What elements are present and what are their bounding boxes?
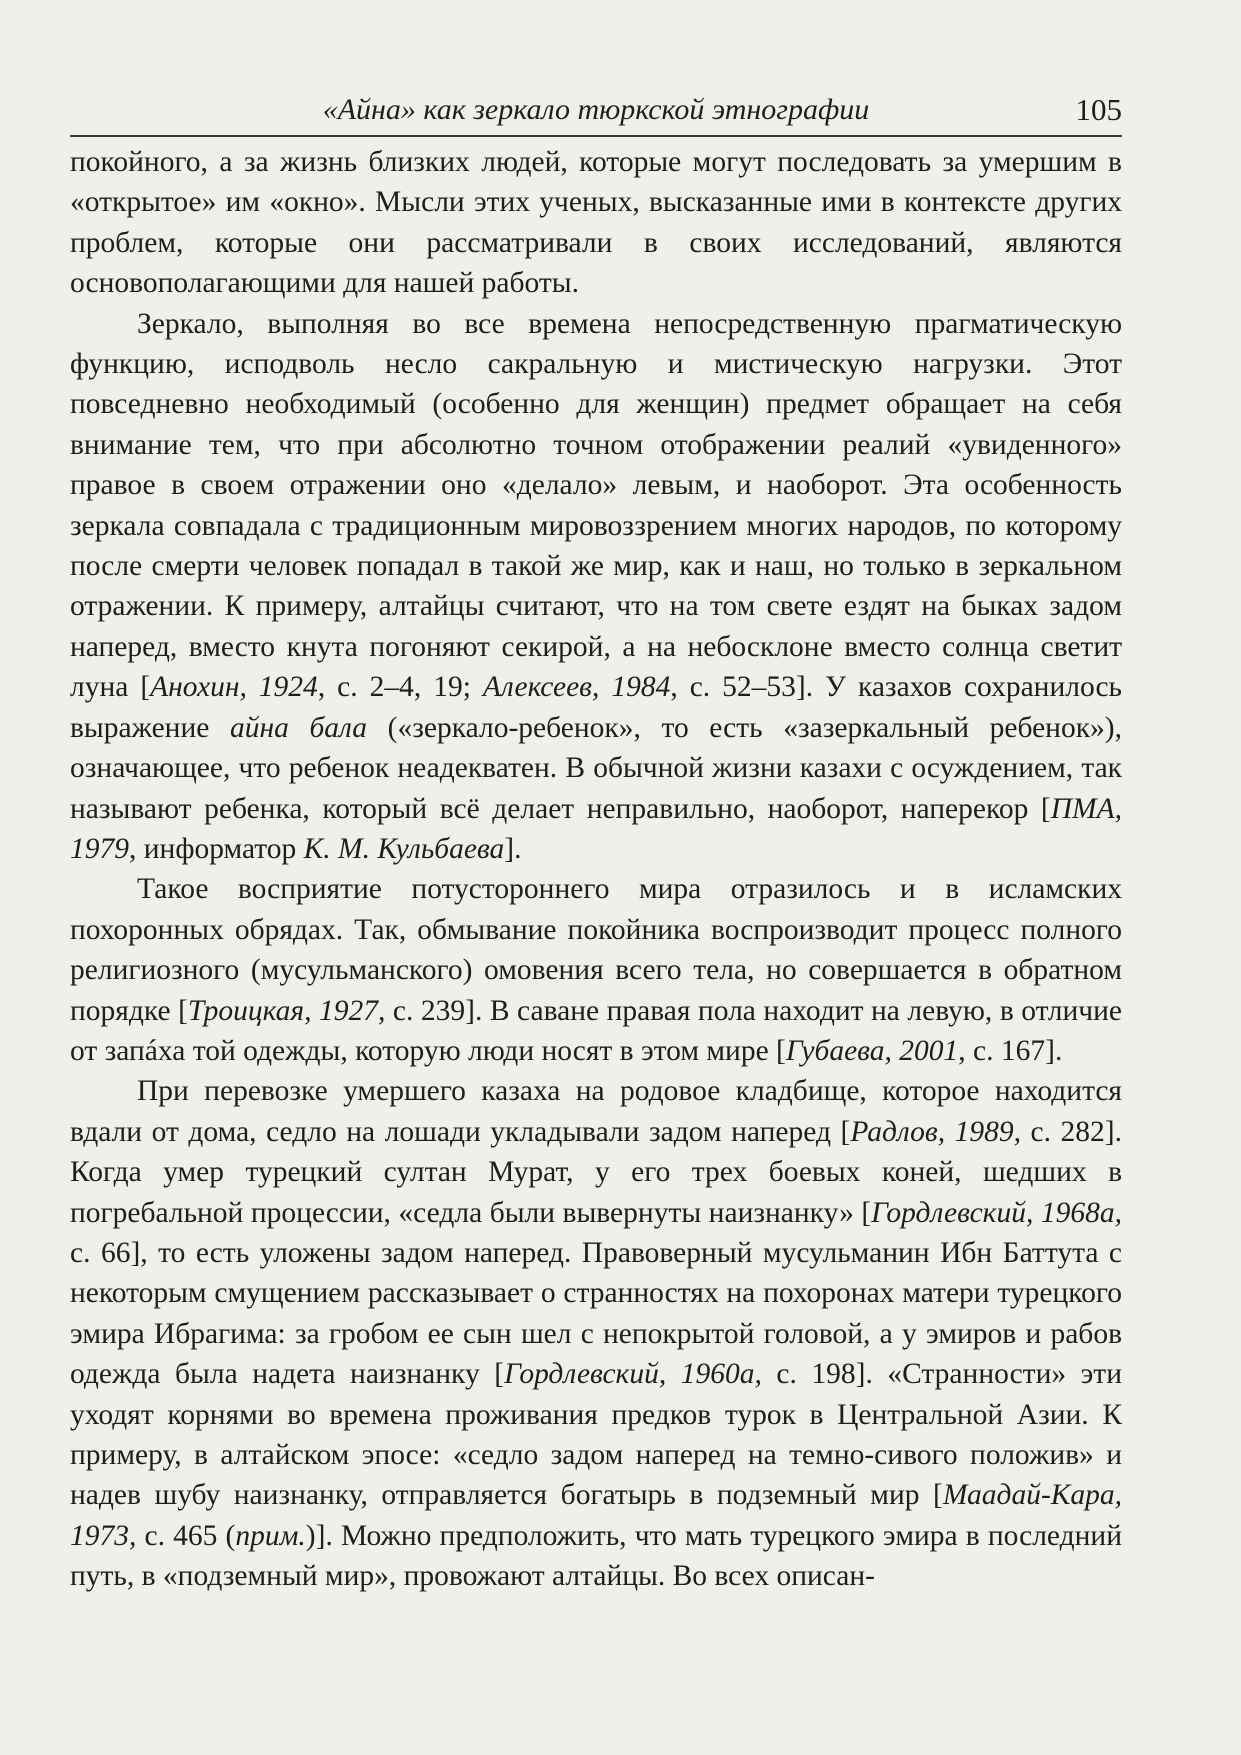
paragraph-4 (70, 1071, 1122, 1596)
body-text-run: )]. Можно предположить, что мать турецкого эмира в последний путь, в «подземный мир», провожают алтайцы. Во всех описан- (70, 1519, 1122, 1593)
citation-text: прим. (235, 1519, 306, 1552)
citation-text: Алексеев, 1984 (482, 671, 671, 704)
body-text-run: с. 66], то есть уложены задом наперед. Правоверный мусульманин Ибн Баттута с некоторым смущением рассказывает о странностях на похоронах матери турецкого эмира Ибрагима: за гробом ее сын шел с непокрытой головой, а у эмиров и рабов одежда была надета наизнанку [ (70, 1236, 1122, 1391)
body-text-run: с. 465 ( (136, 1519, 236, 1552)
body-text-run: с. 282]. Когда умер турецкий султан Мурат, у его трех боевых коней, шедших в погребальной процессии, «седла были вывернуты наизнанку» [ (70, 1115, 1122, 1229)
body-text-run: , информатор (129, 832, 304, 865)
citation-text: айна бала (229, 711, 368, 744)
citation-text: Губаева, 2001 (785, 1034, 959, 1067)
body-text-run: Зеркало, выполняя во все времена непосредственную прагматическую функцию, исподволь несло сакральную и мистическую нагрузки. Этот повседневно необходимый (особенно для женщин) предмет обращает на себя внимание тем, что при абсолютно точном отображении реалий «увиденного» правое в своем отражении оно «делало» левым, и наоборот. Эта особенность зеркала совпадала с традиционным мировоззрением многих народов, по которому после смерти человек попадал в такой же мир, как и наш, но только в зеркальном отражении. К примеру, алтайцы считают, что на том свете ездят на быках задом наперед, вместо кнута погоняют секирой, а на небосклоне вместо солнца светит луна [ (70, 307, 1122, 704)
body-text-run: , с. 52–53]. У казахов сохранилось выражение (70, 671, 1122, 744)
paragraph-3 (70, 869, 1122, 1071)
body-text-run: покойного, а за жизнь близких людей, которые могут последовать за умершим в «открытое» им «окно». Мысли этих ученых, высказанные ими в контексте других проблем, которые они рассматривали в своих исследований, являются основополагающими для нашей работы. (70, 146, 1122, 300)
body-text-run: , с. 167]. (958, 1034, 1063, 1067)
body-text-run: , с. 2–4, 19; (317, 671, 483, 704)
body-text-run: Такое восприятие потустороннего мира отразилось и в исламских похоронных обрядах. Так, обмывание покойника воспроизводит процесс полного религиозного (мусульманского) омовения всего тела, но совершается в обратном порядке [ (70, 873, 1122, 1027)
body-text-run: с. 239]. В саване правая пола находит на левую, в отличие от запáха той одежды, которую люди носят в этом мире [ (70, 994, 1123, 1067)
citation-text: ПМА, 1979 (70, 792, 1122, 865)
body-text-run: При перевозке умершего казаха на родовое кладбище, которое находится вдали от дома, седло на лошади укладывали задом наперед [ (70, 1075, 1122, 1148)
paragraph-2 (70, 304, 1122, 870)
page-header (70, 90, 1122, 137)
page-number: 105 (1075, 92, 1122, 127)
citation-text: Радлов, 1989, (850, 1115, 1021, 1148)
body-text (70, 142, 1122, 1597)
citation-text: Маадай-Кара, 1973, (70, 1479, 1122, 1552)
body-text-run: («зеркало-ребенок», то есть «зазеркальный ребенок»), означающее, что ребенок неадекватен. В обычной жизни казахи с осуждением, так называют ребенка, который всё делает неправильно, наоборот, наперекор [ (70, 711, 1122, 825)
citation-text: К. М. Кульбаева (303, 832, 505, 865)
body-text-run: ]. (504, 832, 522, 865)
citation-text: Троицкая, 1927, (187, 994, 386, 1027)
body-text-run: с. 198]. «Странности» эти уходят корнями во времена проживания предков турок в Центральной Азии. К примеру, в алтайском эпосе: «седло задом наперед на темно-сивого положив» и надев шубу наизнанку, отправляется богатырь в подземный мир [ (70, 1358, 1122, 1512)
running-title: «Айна» как зеркало тюркской этнографии (322, 93, 870, 126)
citation-text: Гордлевский, 1960а, (504, 1358, 762, 1391)
citation-text: Гордлевский, 1968а, (871, 1196, 1122, 1229)
paragraph-1 (70, 142, 1122, 304)
citation-text: Анохин, 1924 (150, 671, 318, 704)
